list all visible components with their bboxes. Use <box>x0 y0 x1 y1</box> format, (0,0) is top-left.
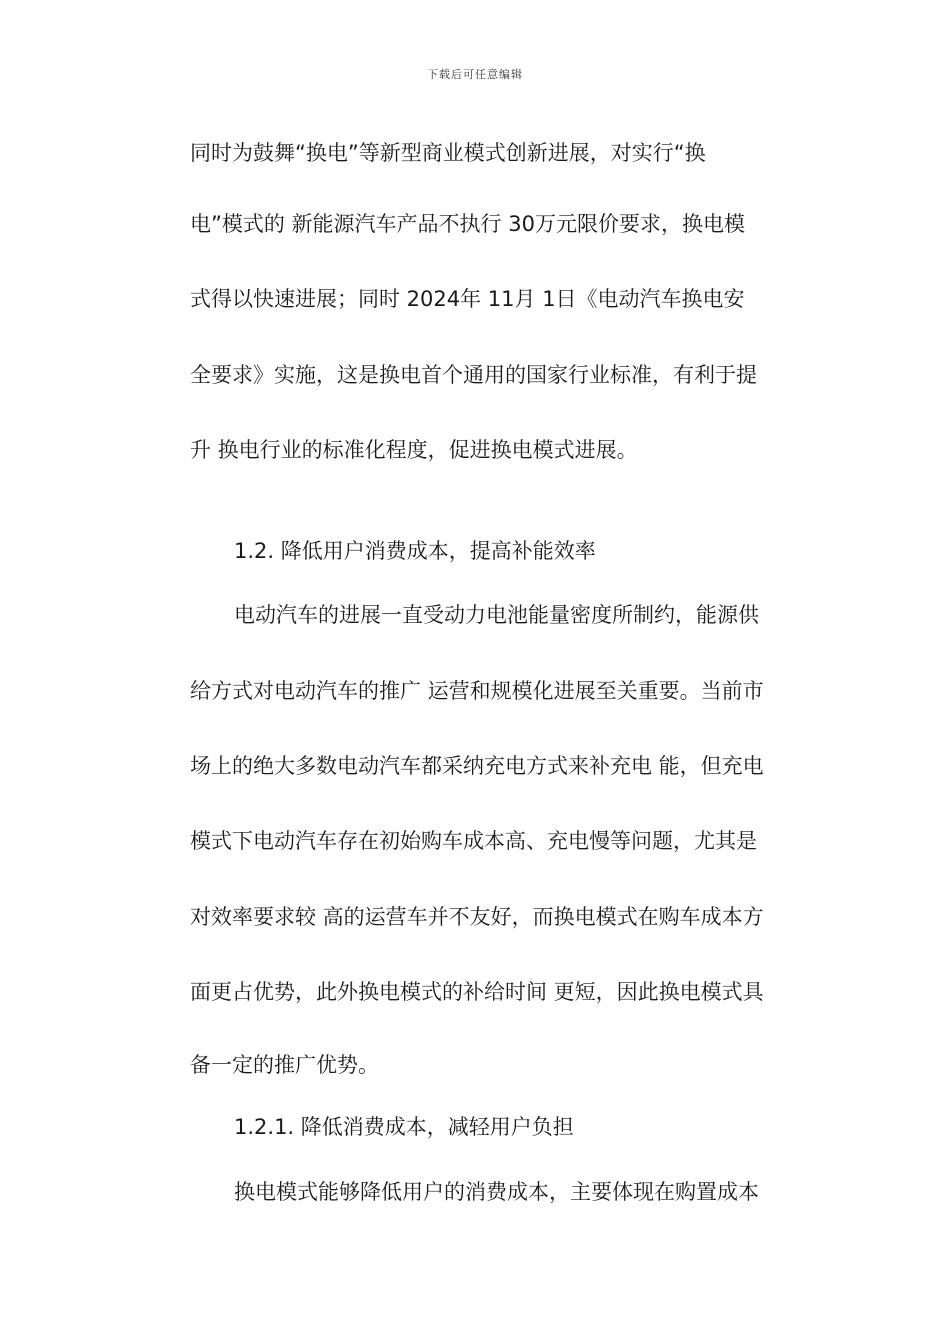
paragraph-line: 式得以快速进展；同时 2024年 11月 1日《电动汽车换电安 <box>190 287 745 311</box>
paragraph-line: 面更占优势，此外换电模式的补给时间 更短，因此换电模式具 <box>190 980 764 1004</box>
page-header: 下载后可任意编辑 <box>427 68 523 81</box>
paragraph-line: 模式下电动汽车存在初始购车成本高、充电慢等问题，尤其是 <box>190 829 757 853</box>
paragraph-line: 场上的绝大多数电动汽车都采纳充电方式来补充电 能，但充电 <box>190 754 764 778</box>
paragraph-line: 电”模式的 新能源汽车产品不执行 30万元限价要求，换电模 <box>190 212 745 236</box>
paragraph-line: 给方式对电动汽车的推广 运营和规模化进展至关重要。当前市 <box>190 679 764 703</box>
paragraph-line: 电动汽车的进展一直受动力电池能量密度所制约，能源供 <box>234 603 759 627</box>
paragraph-line: 同时为鼓舞“换电”等新型商业模式创新进展，对实行“换 <box>190 141 706 165</box>
paragraph-line: 备一定的推广优势。 <box>190 1053 379 1077</box>
paragraph-line: 对效率要求较 高的运营车并不友好，而换电模式在购车成本方 <box>190 905 764 929</box>
paragraph-line: 全要求》实施，这是换电首个通用的国家行业标准，有利于提 <box>190 363 757 387</box>
paragraph-line: 升 换电行业的标准化程度，促进换电模式进展。 <box>190 438 638 462</box>
section-heading-1-2: 1.2. 降低用户消费成本，提高补能效率 <box>234 539 596 563</box>
paragraph-line: 换电模式能够降低用户的消费成本，主要体现在购置成本 <box>234 1180 759 1204</box>
section-heading-1-2-1: 1.2.1. 降低消费成本，减轻用户负担 <box>234 1115 574 1139</box>
